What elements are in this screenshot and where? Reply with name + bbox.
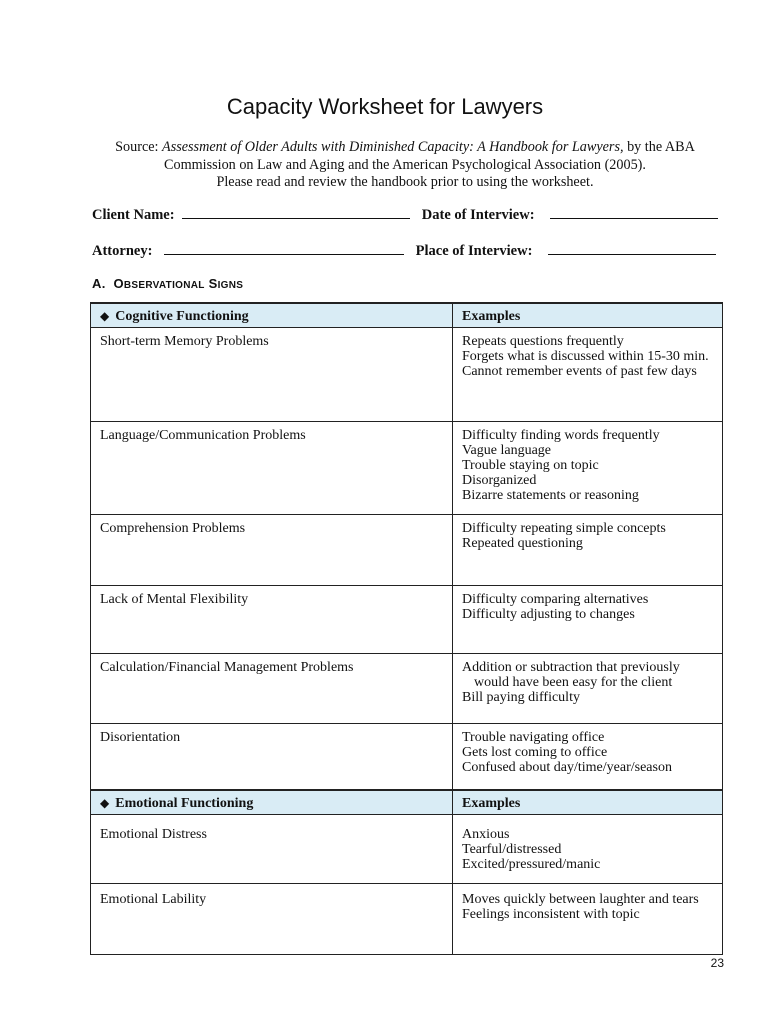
observational-signs-table — [90, 302, 723, 955]
sign-cell: Disorientation — [91, 724, 453, 790]
table-row — [91, 515, 723, 586]
source-citation — [60, 139, 750, 192]
example-line: Addition or subtraction that previously — [462, 660, 680, 675]
section-letter: A. — [92, 276, 106, 291]
examples-cell — [453, 328, 723, 422]
sign-cell: Emotional Lability — [91, 883, 453, 954]
date-of-interview-field[interactable] — [550, 204, 718, 219]
table-row — [91, 883, 723, 954]
attorney-field[interactable] — [164, 240, 404, 255]
example-line: Vague language — [462, 443, 552, 458]
source-line-3: Please read and review the handbook prior to using the worksheet. — [216, 174, 594, 190]
page-title: Capacity Worksheet for Lawyers — [226, 94, 544, 119]
example-line: Difficulty adjusting to changes — [462, 607, 635, 622]
examples-heading: Examples — [453, 790, 723, 815]
example-line: Moves quickly between laughter and tears — [462, 891, 699, 907]
examples-cell — [453, 724, 723, 790]
section-word2-initial: S — [208, 276, 218, 291]
section-word1-rest: BSERVATIONAL — [123, 280, 205, 291]
examples-cell — [453, 515, 723, 586]
sign-cell: Emotional Distress — [91, 814, 453, 883]
client-date-row — [92, 204, 718, 224]
sign-cell: Short-term Memory Problems — [91, 328, 453, 422]
source-line-2: Commission on Law and Aging and the American Psychological Association (2005). — [164, 156, 646, 173]
sign-cell: Comprehension Problems — [91, 515, 453, 586]
example-line: Cannot remember events of past few days — [462, 364, 697, 379]
source-suffix: by the ABA — [623, 139, 695, 155]
place-of-interview-field[interactable] — [548, 240, 716, 255]
example-line: Disorganized — [462, 473, 537, 488]
example-line: Bill paying difficulty — [462, 690, 580, 705]
examples-cell — [453, 654, 723, 724]
section-word1-initial: O — [113, 276, 124, 291]
example-line: Trouble navigating office — [462, 730, 605, 745]
table-row — [91, 422, 723, 515]
example-line: Forgets what is discussed within 15-30 min. — [462, 349, 709, 364]
group-heading: Cognitive Functioning — [115, 309, 249, 324]
group-header-cognitive — [91, 303, 723, 328]
example-line: Anxious — [462, 826, 510, 842]
example-line: Confused about day/time/year/season — [462, 760, 672, 775]
example-line: Repeated questioning — [462, 536, 583, 551]
examples-heading: Examples — [453, 303, 723, 328]
examples-cell — [453, 586, 723, 654]
diamond-bullet-icon: ◆ — [100, 309, 110, 323]
examples-cell — [453, 883, 723, 954]
examples-cell — [453, 814, 723, 883]
source-prefix: Source: — [115, 139, 163, 155]
example-line: Tearful/distressed — [462, 841, 562, 857]
example-line: Feelings inconsistent with topic — [462, 906, 640, 922]
group-heading: Emotional Functioning — [115, 795, 254, 811]
section-word2-rest: IGNS — [217, 280, 244, 291]
example-line: Repeats questions frequently — [462, 334, 624, 349]
example-line: Bizarre statements or reasoning — [462, 488, 639, 503]
diamond-bullet-icon: ◆ — [100, 795, 110, 810]
table-row — [91, 654, 723, 724]
example-line: Gets lost coming to office — [462, 745, 608, 760]
table-row — [91, 586, 723, 654]
client-name-field[interactable] — [182, 204, 410, 219]
sign-cell: Language/Communication Problems — [91, 422, 453, 515]
group-header-emotional — [91, 790, 723, 815]
example-line: would have been easy for the client — [474, 675, 673, 690]
source-book-title: Assessment of Older Adults with Diminished Capacity: A Handbook for Lawyers, — [162, 139, 624, 155]
place-of-interview-label: Place of Interview: — [415, 243, 533, 259]
attorney-place-row — [92, 240, 716, 260]
date-of-interview-label: Date of Interview: — [421, 207, 535, 223]
sign-cell: Calculation/Financial Management Problems — [91, 654, 453, 724]
example-line: Trouble staying on topic — [462, 458, 599, 473]
table-row — [91, 724, 723, 790]
sign-cell: Lack of Mental Flexibility — [91, 586, 453, 654]
examples-cell — [453, 422, 723, 515]
example-line: Difficulty finding words frequently — [462, 428, 660, 443]
attorney-label: Attorney: — [92, 243, 153, 259]
page-number: 23 — [710, 956, 724, 970]
section-heading — [92, 276, 243, 291]
table-row — [91, 328, 723, 422]
client-name-label: Client Name: — [92, 207, 175, 223]
example-line: Difficulty repeating simple concepts — [462, 521, 666, 536]
table-row — [91, 814, 723, 883]
example-line: Difficulty comparing alternatives — [462, 592, 649, 607]
example-line: Excited/pressured/manic — [462, 856, 601, 872]
